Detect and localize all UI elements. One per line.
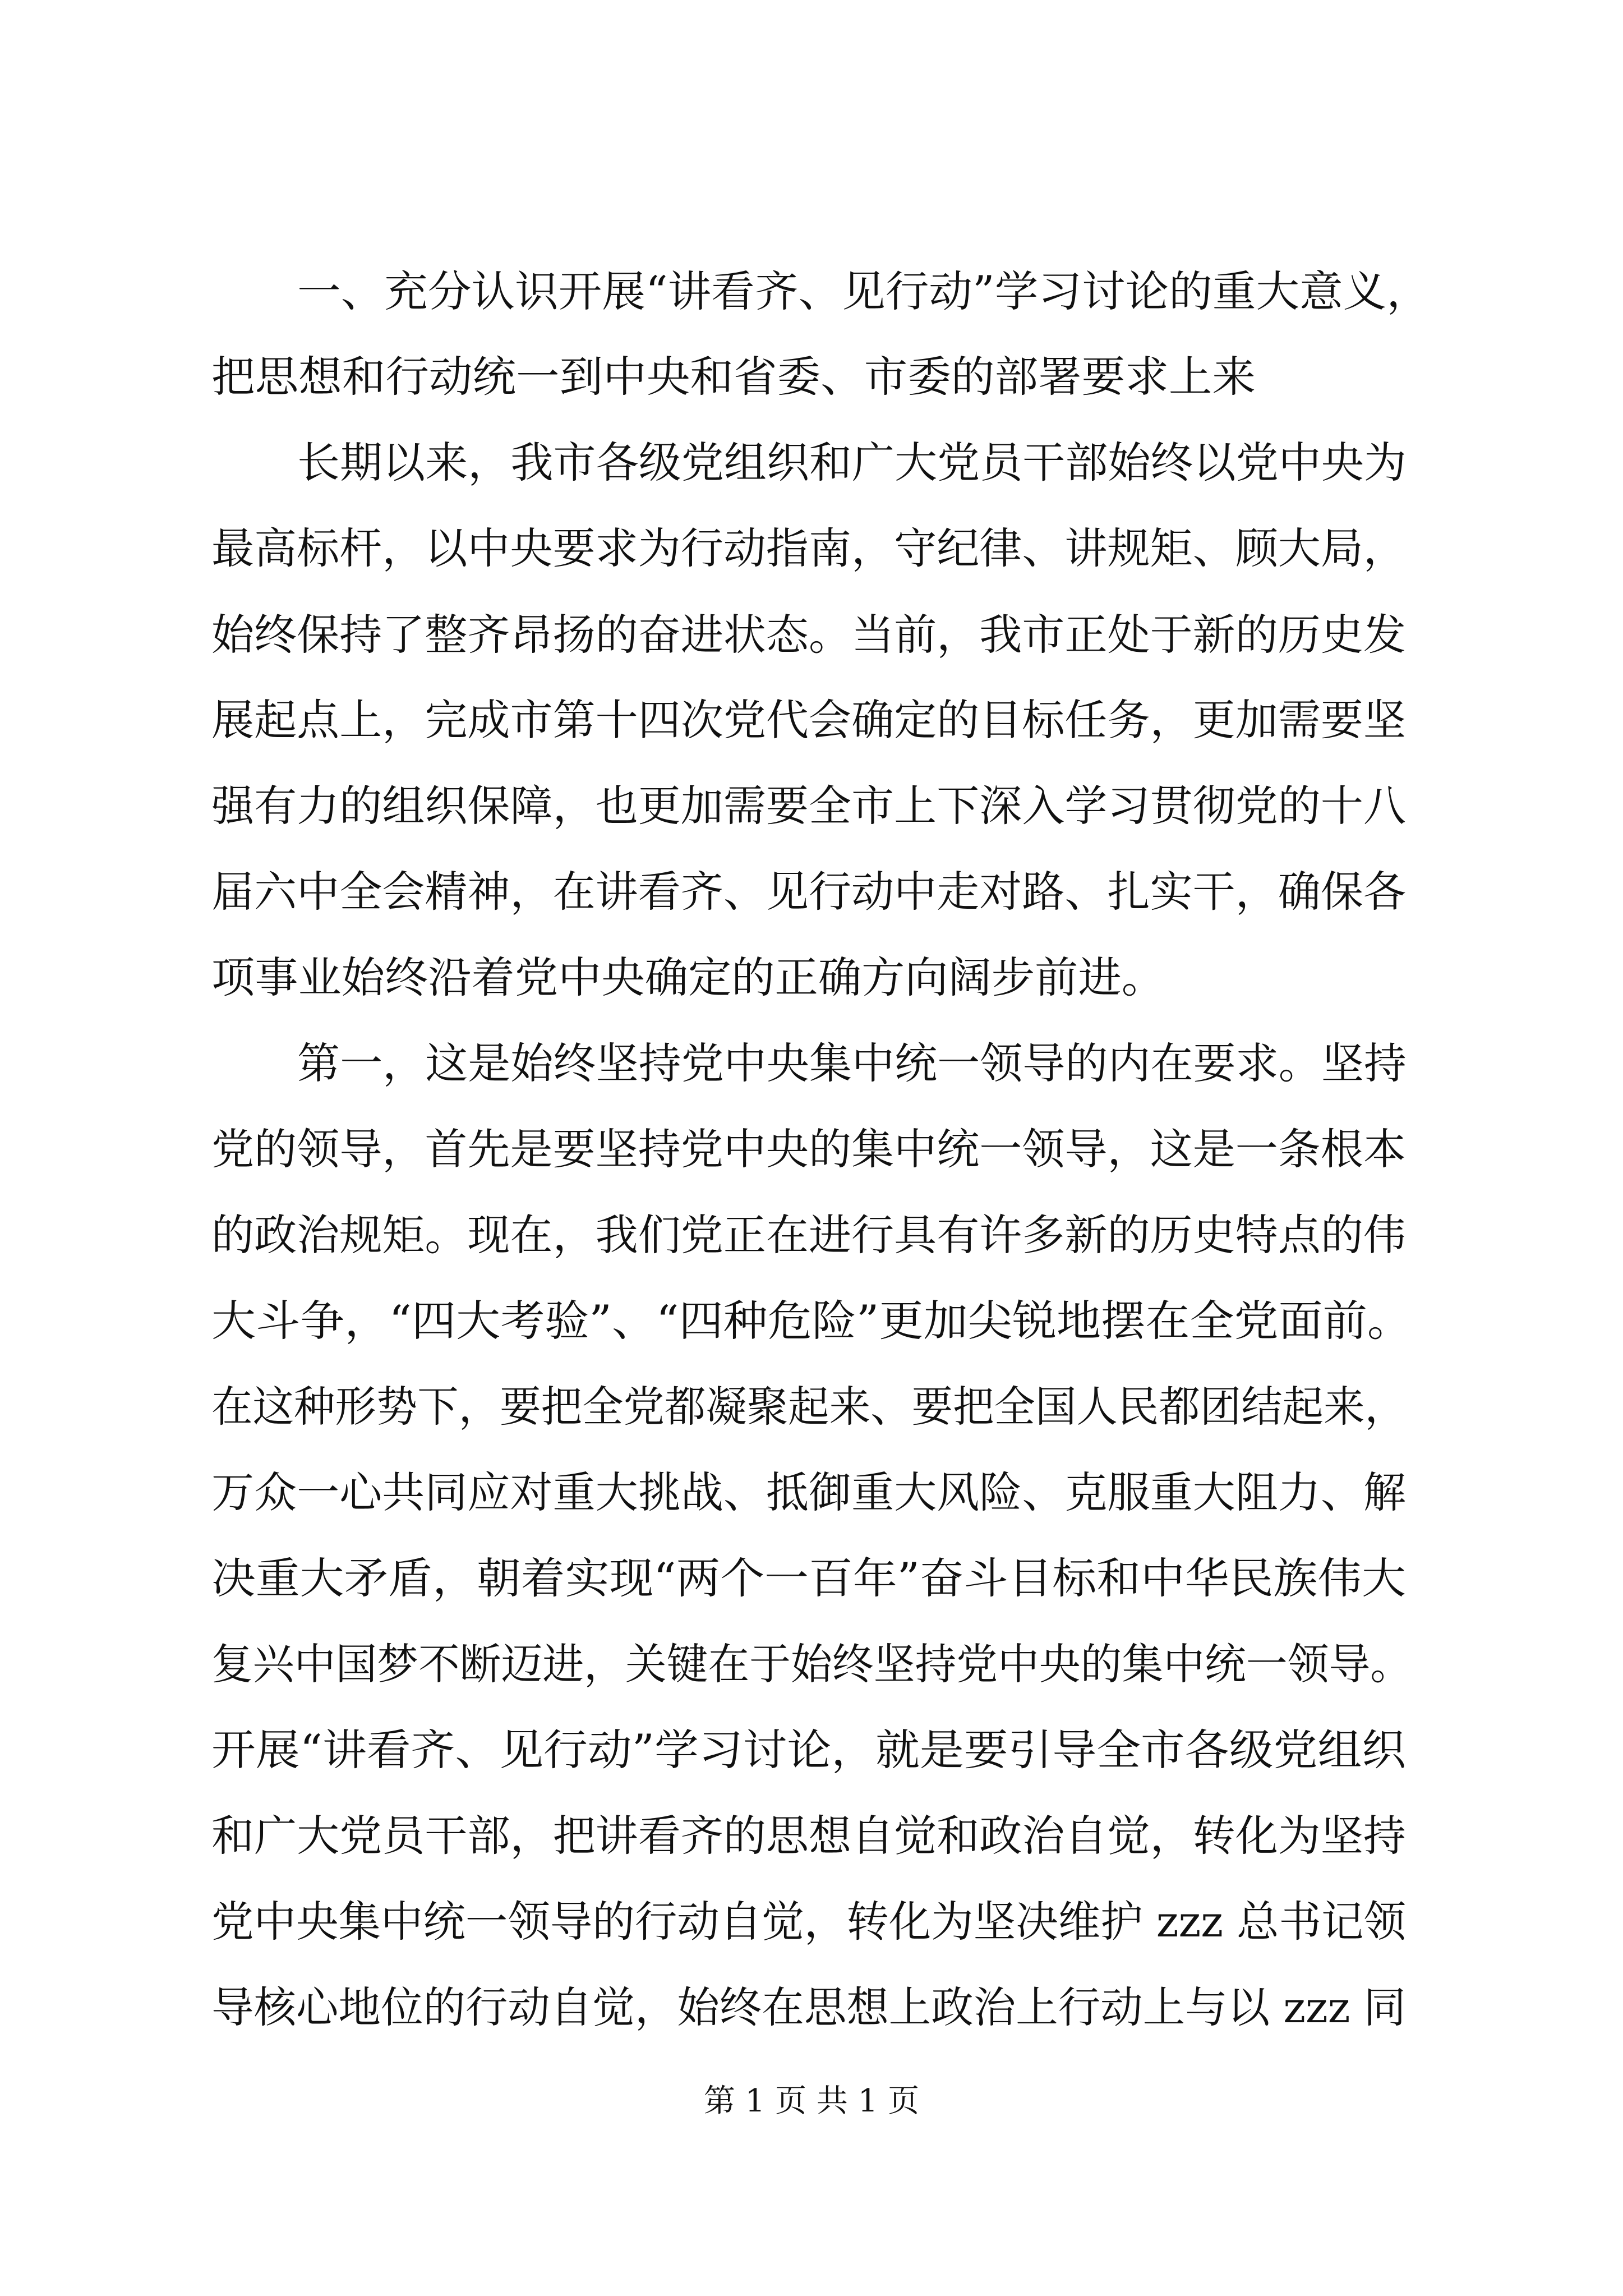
paragraph-line [0, 1631, 1623, 1698]
section-heading-line [0, 343, 1623, 411]
page-number-label: 第 1 页 共 1 页 [703, 2083, 920, 2119]
paragraph-text: 决重大矛盾，朝着实现“两个一百年”奋斗目标和中华民族伟大 [211, 1553, 1406, 1603]
section-heading-text: 一、充分认识开展“讲看齐、见行动”学习讨论的重大意义， [297, 266, 1430, 316]
paragraph-text: 万众一心共同应对重大挑战、抵御重大风险、克服重大阻力、解 [211, 1467, 1406, 1517]
paragraph-text: 党中央集中统一领导的行动自觉，转化为坚决维护 zzz 总书记领 [211, 1897, 1406, 1947]
paragraph-line [0, 1202, 1623, 1269]
paragraph-line [0, 1974, 1623, 2041]
paragraph-text: 大斗争，“四大考验”、“四种危险”更加尖锐地摆在全党面前。 [211, 1296, 1412, 1346]
paragraph-text: 长期以来，我市各级党组织和广大党员干部始终以党中央为 [297, 438, 1407, 487]
section-heading-line [0, 258, 1623, 325]
section-heading-text: 把思想和行动统一到中央和省委、市委的部署要求上来 [211, 352, 1256, 402]
paragraph-line [0, 772, 1623, 840]
paragraph-text: 和广大党员干部，把讲看齐的思想自觉和政治自觉，转化为坚持 [211, 1811, 1406, 1861]
paragraph-line [0, 601, 1623, 669]
paragraph-line [0, 1888, 1623, 1955]
paragraph-text: 项事业始终沿着党中央确定的正确方向阔步前进。 [211, 953, 1165, 1002]
paragraph-text: 届六中全会精神，在讲看齐、见行动中走对路、扎实干，确保各 [211, 867, 1406, 917]
paragraph-line [0, 1717, 1623, 1784]
page-footer [0, 2079, 1623, 2124]
paragraph-line [0, 515, 1623, 582]
paragraph-line [0, 1459, 1623, 1526]
paragraph-text: 第一，这是始终坚持党中央集中统一领导的内在要求。坚持 [297, 1038, 1407, 1088]
paragraph-line [0, 1030, 1623, 1097]
paragraph-text: 最高标杆，以中央要求为行动指南，守纪律、讲规矩、顾大局， [211, 523, 1406, 573]
paragraph-text: 在这种形势下，要把全党都凝聚起来、要把全国人民都团结起来， [211, 1382, 1406, 1432]
paragraph-text: 强有力的组织保障，也更加需要全市上下深入学习贯彻党的十八 [211, 781, 1406, 831]
paragraph-text: 导核心地位的行动自觉，始终在思想上政治上行动上与以 zzz 同 [211, 1982, 1406, 2032]
paragraph-line [0, 687, 1623, 754]
paragraph-line [0, 858, 1623, 926]
paragraph-line [0, 1287, 1623, 1355]
paragraph-text: 开展“讲看齐、见行动”学习讨论，就是要引导全市各级党组织 [211, 1725, 1406, 1775]
paragraph-text: 始终保持了整齐昂扬的奋进状态。当前，我市正处于新的历史发 [211, 610, 1406, 660]
paragraph-text: 复兴中国梦不断迈进，关键在于始终坚持党中央的集中统一领导。 [211, 1639, 1412, 1689]
paragraph-line [0, 429, 1623, 496]
paragraph-line [0, 1545, 1623, 1612]
paragraph-text: 展起点上，完成市第十四次党代会确定的目标任务，更加需要坚 [211, 695, 1406, 745]
paragraph-line [0, 944, 1623, 1011]
paragraph-text: 党的领导，首先是要坚持党中央的集中统一领导，这是一条根本 [211, 1124, 1406, 1174]
paragraph-line [0, 1802, 1623, 1870]
paragraph-text: 的政治规矩。现在，我们党正在进行具有许多新的历史特点的伟 [211, 1210, 1406, 1260]
paragraph-line [0, 1116, 1623, 1183]
paragraph-line [0, 1373, 1623, 1441]
